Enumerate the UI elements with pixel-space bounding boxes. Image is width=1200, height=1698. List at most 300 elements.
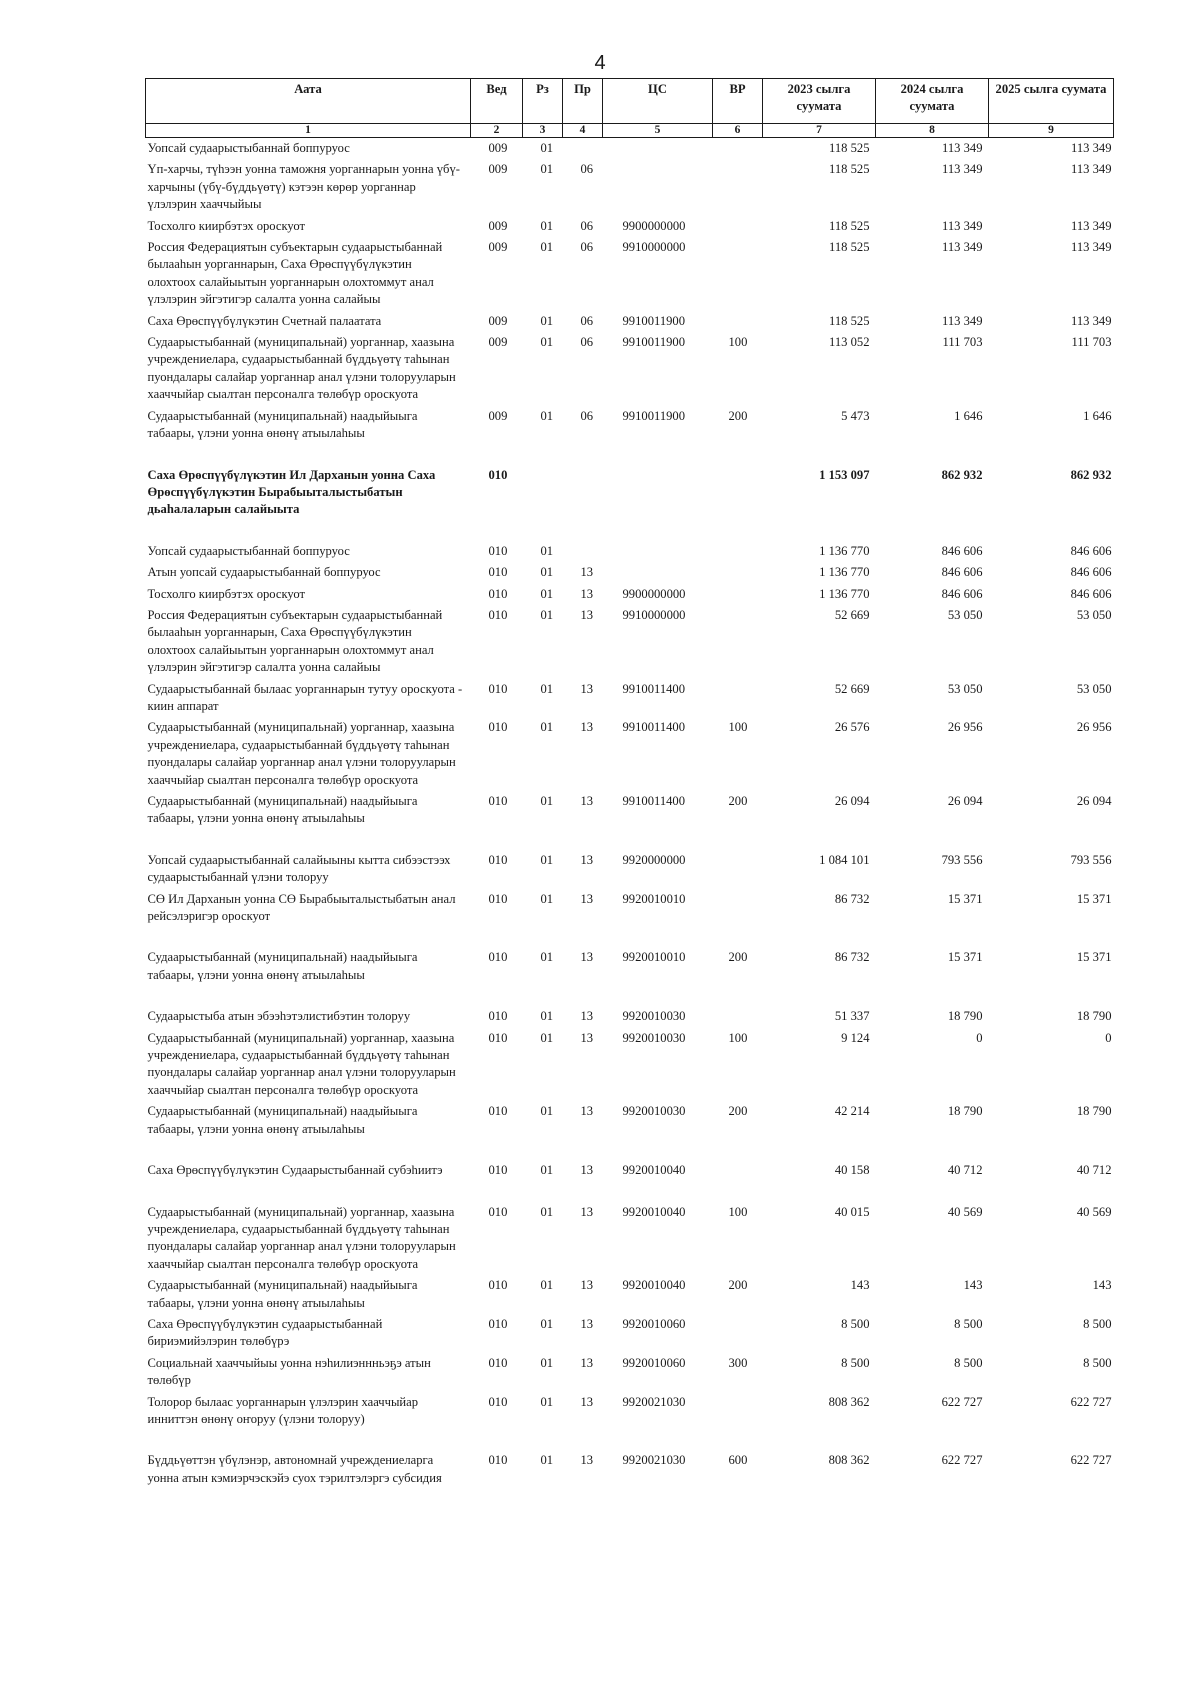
row-name: Саха Өрөспүүбүлүкэтин судаарыстыбаннай бириэмийэлэрин төлөбүрэ (147, 1316, 383, 1349)
table-row (146, 927, 1114, 986)
row-vr (713, 216, 763, 237)
row-amount-2025: 40 712 (1076, 1163, 1112, 1178)
row-amount-2023: 42 214 (834, 1104, 870, 1119)
row-amount-2023: 1 136 770 (819, 586, 870, 601)
row-amount-2025: 1 646 (1083, 408, 1112, 423)
row-pr: 13 (580, 1030, 594, 1045)
row-name: Саха Өрөспүүбүлүкэтин Счетнай палаататa (147, 313, 382, 328)
row-amount-2025: 15 371 (1076, 950, 1112, 965)
row-rz: 01 (540, 1030, 554, 1045)
row-pr: 13 (580, 794, 594, 808)
row-vr (713, 584, 763, 605)
row-vr: 100 (728, 720, 748, 735)
row-cs: 9920010030 (622, 1104, 686, 1119)
row-pr: 13 (580, 852, 594, 867)
row-amount-2024: 40 569 (947, 1204, 983, 1219)
row-ved: 009 (488, 408, 508, 423)
row-rz: 01 (540, 891, 554, 906)
table-row (146, 159, 1114, 215)
row-pr: 13 (580, 1009, 594, 1024)
column-number: 1 (146, 124, 471, 138)
row-cs: 9920010060 (622, 1316, 686, 1331)
column-number: 5 (603, 124, 713, 138)
row-amount-2024: 793 556 (941, 852, 983, 867)
row-amount-2024: 622 727 (941, 1453, 983, 1468)
row-name: Үп-харчы, түhээн уонна таможня уорганнарын уонна үбү-харчыны (үбү-бүддьүөтү) кэтээн көрөр уорганнар үлэлэрин хааччыйыы (147, 162, 460, 212)
row-amount-2024: 113 349 (942, 141, 983, 155)
row-cs: 9910011400 (622, 681, 686, 696)
row-rz: 01 (540, 313, 554, 328)
row-ved: 010 (488, 950, 508, 965)
row-name: Уопсай судаарыстыбаннай боппуруос (147, 141, 350, 155)
row-ved: 010 (488, 1204, 508, 1219)
row-rz: 01 (540, 720, 554, 735)
row-amount-2023: 52 669 (834, 607, 870, 622)
row-pr: 13 (580, 1316, 594, 1331)
row-amount-2024: 143 (963, 1278, 983, 1293)
row-amount-2025: 846 606 (1070, 543, 1112, 558)
row-cs: 9910011900 (622, 313, 686, 328)
table-row (146, 889, 1114, 928)
row-rz: 01 (540, 408, 554, 423)
row-pr (563, 445, 603, 521)
row-cs: 9920010040 (622, 1204, 686, 1219)
row-name: Саха Өрөспүүбүлүкэтин Судаарыстыбаннай субэhиитэ (147, 1163, 443, 1178)
row-pr: 13 (580, 720, 594, 735)
row-pr: 13 (580, 607, 594, 622)
column-number: 6 (713, 124, 763, 138)
header-2024: 2024 сылга суумата (876, 79, 989, 124)
table-row (146, 332, 1114, 406)
row-amount-2023: 118 525 (829, 162, 870, 177)
row-amount-2023: 26 576 (834, 720, 870, 735)
column-number: 8 (876, 124, 989, 138)
row-cs: 9910000000 (622, 607, 686, 622)
row-amount-2024: 26 956 (947, 720, 983, 735)
table-row (146, 791, 1114, 830)
row-ved: 009 (488, 313, 508, 328)
row-rz: 01 (540, 607, 554, 622)
row-vr: 600 (728, 1453, 748, 1468)
row-name: Судаарыстыбаннай (муниципальнай) уорганнар, хаазына учреждениелара, судаарыстыбаннай бүддьүөтү таhынан пуондалары салайар уорганнар анал үлэни толорууларын хааччыйар сыалтан персоналга төлөбүр ороскуота (147, 720, 456, 787)
row-cs (603, 562, 713, 583)
row-vr (713, 521, 763, 562)
row-amount-2025: 18 790 (1076, 1104, 1112, 1119)
row-pr: 13 (580, 681, 594, 696)
row-rz: 01 (540, 1278, 554, 1293)
row-cs: 9920021030 (622, 1453, 686, 1468)
row-rz: 01 (540, 1316, 554, 1331)
column-number: 7 (763, 124, 876, 138)
row-rz: 01 (540, 852, 554, 867)
row-name: Судаарыстыбаннай (муниципальнай) наадыйыыга табаары, үлэни уонна өнөнү атыылаhыы (147, 408, 418, 441)
row-amount-2023: 51 337 (834, 1009, 870, 1024)
row-vr: 100 (728, 335, 748, 350)
row-amount-2024: 113 349 (942, 313, 983, 328)
row-cs: 9920010010 (622, 891, 686, 906)
row-name: Атын уопсай судаарыстыбаннай боппуруос (147, 565, 381, 580)
row-cs: 9920010030 (622, 1030, 686, 1045)
table-row (146, 717, 1114, 791)
row-vr (713, 605, 763, 679)
row-rz: 01 (540, 794, 554, 808)
header-rz: Рз (523, 79, 563, 124)
row-amount-2023: 40 158 (834, 1163, 870, 1178)
row-amount-2025: 53 050 (1076, 607, 1112, 622)
table-row (146, 584, 1114, 605)
row-amount-2023: 1 136 770 (819, 565, 870, 580)
row-ved: 010 (488, 1355, 508, 1370)
row-amount-2024: 846 606 (941, 565, 983, 580)
row-rz: 01 (540, 1453, 554, 1468)
row-amount-2024: 0 (976, 1030, 983, 1045)
column-number: 4 (563, 124, 603, 138)
row-cs: 9920010010 (622, 950, 686, 965)
row-pr: 13 (580, 586, 594, 601)
header-2023: 2023 сылга суумата (763, 79, 876, 124)
row-amount-2024: 18 790 (947, 1009, 983, 1024)
row-amount-2023: 26 094 (834, 794, 870, 808)
row-cs: 9910011400 (622, 794, 686, 808)
row-name: Судаарыстыбаннай (муниципальнай) уорганнар, хаазына учреждениелара, судаарыстыбаннай бүддьүөтү таhынан пуондалары салайар уорганнар анал үлэни толорууларын хааччыйар сыалтан персоналга төлөбүр ороскуота (147, 1030, 456, 1097)
row-name: Судаарыстыбаннай (муниципальнай) наадыйыыга табаары, үлэни уонна өнөнү атыылаhыы (147, 950, 418, 982)
row-amount-2023: 118 525 (829, 240, 870, 255)
row-amount-2025: 143 (1092, 1278, 1112, 1293)
header-vr: ВР (713, 79, 763, 124)
table-row (146, 605, 1114, 679)
row-cs: 9920010040 (622, 1278, 686, 1293)
row-amount-2024: 113 349 (942, 218, 983, 233)
row-cs: 9920000000 (622, 852, 686, 867)
table-row (146, 830, 1114, 889)
row-pr: 06 (580, 218, 594, 233)
row-cs: 9910011400 (622, 720, 686, 735)
table-row (146, 1392, 1114, 1431)
row-amount-2024: 111 703 (942, 335, 983, 350)
column-number-row (146, 124, 1114, 138)
row-amount-2024: 18 790 (947, 1104, 983, 1119)
row-name: Тосхолго киирбэтэх ороскуот (147, 586, 306, 601)
row-rz: 01 (540, 1104, 554, 1119)
column-number: 9 (989, 124, 1114, 138)
row-amount-2023: 808 362 (828, 1453, 870, 1468)
row-amount-2024: 1 646 (954, 408, 983, 423)
row-cs: 9910000000 (622, 240, 686, 255)
row-amount-2023: 52 669 (834, 681, 870, 696)
row-vr (713, 679, 763, 718)
row-amount-2024: 8 500 (954, 1316, 983, 1331)
row-vr: 200 (728, 408, 748, 423)
row-amount-2025: 846 606 (1070, 586, 1112, 601)
row-ved: 010 (488, 720, 508, 735)
row-vr (713, 1314, 763, 1353)
row-rz: 01 (540, 565, 554, 580)
row-cs: 9920010040 (622, 1163, 686, 1178)
row-name: Судаарыстыбаннай (муниципальнай) наадыйыыга табаары, үлэни уонна өнөнү атыылаhыы (147, 794, 418, 826)
row-ved: 010 (488, 1030, 508, 1045)
row-name: Россия Федерациятын субъектарын судаарыстыбаннай былааhын уорганнарын, Саха Өрөспүүбүлүкэтин олохтоох салайыытын уорганнарын олохтоммут анал үлэлэрин эйгэтигэр салалта уонна салайыы (147, 240, 443, 307)
row-amount-2025: 113 349 (1071, 141, 1112, 155)
row-rz: 01 (540, 240, 554, 255)
row-amount-2025: 0 (1105, 1030, 1112, 1045)
row-pr: 13 (580, 565, 594, 580)
header-row (146, 79, 1114, 124)
row-ved: 010 (488, 565, 508, 580)
row-amount-2023: 143 (850, 1278, 870, 1293)
row-amount-2023: 1 153 097 (819, 467, 870, 482)
row-ved: 010 (488, 1104, 508, 1119)
row-vr: 200 (728, 1278, 748, 1293)
row-pr: 06 (580, 240, 594, 255)
header-name: Аата (146, 79, 471, 124)
row-rz: 01 (540, 681, 554, 696)
row-amount-2024: 53 050 (947, 607, 983, 622)
table-row (146, 1101, 1114, 1140)
column-number: 3 (523, 124, 563, 138)
row-pr: 13 (580, 1278, 594, 1293)
row-ved: 009 (488, 335, 508, 350)
row-vr (713, 830, 763, 889)
row-pr: 13 (580, 1355, 594, 1370)
header-2025: 2025 сылга суумата (989, 79, 1114, 124)
table-row (146, 562, 1114, 583)
row-name: Саха Өрөспүүбүлүкэтин Ил Дарханын уонна Саха Өрөспүүбүлүкэтин Бырабыыталыстыбатын дьаhалаларын салайыыта (147, 467, 436, 517)
row-amount-2024: 113 349 (942, 240, 983, 255)
row-amount-2025: 40 569 (1076, 1204, 1112, 1219)
table-row (146, 216, 1114, 237)
row-amount-2025: 8 500 (1083, 1316, 1112, 1331)
header-ved: Вед (471, 79, 523, 124)
row-pr: 13 (580, 1163, 594, 1178)
row-amount-2024: 40 712 (947, 1163, 983, 1178)
row-name: Россия Федерациятын субъектарын судаарыстыбаннай былааhын уорганнарын, Саха Өрөспүүбүлүкэтин олохтоох салайыытын уорганнарын олохтоммут анал үлэлэрин эйгэтигэр салалта уонна салайыы (147, 607, 443, 675)
row-amount-2024: 8 500 (954, 1355, 983, 1370)
table-row (146, 237, 1114, 311)
row-pr (563, 521, 603, 562)
row-cs: 9900000000 (622, 218, 686, 233)
row-amount-2023: 1 136 770 (819, 543, 870, 558)
row-name: СӨ Ил Дарханын уонна СӨ Бырабыыталыстыбатын анал рейсэлэригэр ороскуот (147, 891, 456, 924)
row-rz: 01 (540, 141, 554, 155)
row-amount-2023: 1 084 101 (819, 852, 870, 867)
row-rz: 01 (540, 950, 554, 965)
row-amount-2025: 26 094 (1076, 794, 1112, 808)
row-cs (603, 445, 713, 521)
row-amount-2024: 113 349 (942, 162, 983, 177)
row-pr: 06 (580, 162, 594, 177)
page-number: 4 (594, 52, 606, 74)
row-pr: 13 (580, 1204, 594, 1219)
row-rz: 01 (540, 1394, 554, 1409)
header-pr: Пр (563, 79, 603, 124)
row-amount-2023: 40 015 (834, 1204, 870, 1219)
table-row (146, 1353, 1114, 1392)
row-cs: 9900000000 (622, 586, 686, 601)
row-cs: 9920010060 (622, 1355, 686, 1370)
row-rz: 01 (540, 335, 554, 350)
row-pr: 13 (580, 950, 594, 965)
row-vr: 200 (728, 1104, 748, 1119)
row-amount-2023: 9 124 (841, 1030, 870, 1045)
table-row (146, 138, 1114, 160)
row-amount-2025: 8 500 (1083, 1355, 1112, 1370)
row-amount-2023: 8 500 (841, 1355, 870, 1370)
row-amount-2024: 622 727 (941, 1394, 983, 1409)
row-vr: 200 (728, 794, 748, 808)
row-cs: 9920010030 (622, 1009, 686, 1024)
row-vr (713, 311, 763, 332)
row-ved: 010 (488, 891, 508, 906)
row-amount-2025: 111 703 (1071, 335, 1112, 350)
table-row (146, 311, 1114, 332)
table-row (146, 1314, 1114, 1353)
row-pr (563, 138, 603, 160)
row-amount-2025: 846 606 (1070, 565, 1112, 580)
table-row (146, 1182, 1114, 1276)
row-ved: 010 (488, 586, 508, 601)
header-cs: ЦС (603, 79, 713, 124)
row-ved: 009 (488, 162, 508, 177)
row-amount-2024: 862 932 (941, 467, 983, 482)
row-name: Судаарыстыбаннай (муниципальнай) наадыйыыга табаары, үлэни уонна өнөнү атыылаhыы (147, 1104, 418, 1136)
row-cs: 9920021030 (622, 1394, 686, 1409)
table-row (146, 679, 1114, 718)
row-amount-2025: 113 349 (1071, 162, 1112, 177)
row-vr (713, 889, 763, 928)
row-vr (713, 1392, 763, 1431)
row-amount-2025: 622 727 (1070, 1394, 1112, 1409)
row-amount-2023: 118 525 (829, 313, 870, 328)
row-ved: 010 (488, 1316, 508, 1331)
row-vr (713, 138, 763, 160)
row-pr: 06 (580, 408, 594, 423)
row-rz: 01 (540, 586, 554, 601)
row-name: Уопсай судаарыстыбаннай салайыыны кытта сибээстээх судаарыстыбаннай үлэни толоруу (147, 852, 451, 885)
row-vr (713, 1140, 763, 1181)
row-amount-2025: 622 727 (1070, 1453, 1112, 1468)
row-vr: 100 (728, 1030, 748, 1045)
row-ved: 010 (488, 543, 508, 558)
row-name: Судаарыстыбаннай (муниципальнай) наадыйыыга табаары, үлэни уонна өнөнү атыылаhыы (147, 1278, 418, 1310)
row-ved: 009 (488, 240, 508, 255)
table-row (146, 1028, 1114, 1102)
row-rz: 01 (540, 1009, 554, 1024)
table-row (146, 406, 1114, 445)
row-amount-2024: 846 606 (941, 586, 983, 601)
row-amount-2023: 8 500 (841, 1316, 870, 1331)
row-cs: 9910011900 (622, 408, 686, 423)
row-rz (523, 445, 563, 521)
row-name: Тосхолго киирбэтэх ороскуот (147, 218, 306, 233)
row-rz: 01 (540, 1163, 554, 1178)
row-name: Судаарыстыбаннай (муниципальнай) уорганнар, хаазына учреждениелара, судаарыстыбаннай бүддьүөтү таhынан пуондалары салайар уорганнар анал үлэни толорууларын хааччыйар сыалтан персоналга төлөбүр ороскуота (147, 335, 456, 402)
budget-body (146, 138, 1114, 1490)
row-vr (713, 237, 763, 311)
table-row (146, 1140, 1114, 1181)
row-ved: 010 (488, 681, 508, 696)
row-vr: 300 (728, 1355, 748, 1370)
row-amount-2024: 15 371 (947, 950, 983, 965)
row-amount-2023: 5 473 (841, 408, 870, 423)
row-ved: 010 (488, 1163, 508, 1178)
row-ved: 010 (488, 607, 508, 622)
row-name: Судаарыстыба атын эбээhэтэлистибэтин толоруу (147, 1009, 411, 1024)
row-amount-2023: 113 052 (829, 335, 870, 350)
row-vr (713, 159, 763, 215)
table-row (146, 1275, 1114, 1314)
row-amount-2025: 15 371 (1076, 891, 1112, 906)
row-name: Судаарыстыбаннай (муниципальнай) уорганнар, хаазына учреждениелара, судаарыстыбаннай бүддьүөтү таhынан пуондалары салайар уорганнар анал үлэни толорууларын хааччыйар сыалтан персоналга төлөбүр ороскуота (147, 1204, 456, 1271)
row-amount-2023: 86 732 (834, 950, 870, 965)
table-row (146, 521, 1114, 562)
row-rz: 01 (540, 543, 554, 558)
row-amount-2025: 18 790 (1076, 1009, 1112, 1024)
row-pr: 06 (580, 313, 594, 328)
row-ved: 009 (488, 218, 508, 233)
row-cs (603, 521, 713, 562)
row-rz: 01 (540, 162, 554, 177)
row-cs (603, 159, 713, 215)
row-vr: 100 (728, 1204, 748, 1219)
row-name: Бүддьүөттэн үбүлэнэр, автономнай учреждениеларга уонна атын кэмиэрчэскэйэ суох тэрилтэлэргэ субсидия (147, 1453, 442, 1485)
row-rz: 01 (540, 218, 554, 233)
row-rz: 01 (540, 1204, 554, 1219)
row-cs (603, 138, 713, 160)
row-amount-2024: 846 606 (941, 543, 983, 558)
row-pr: 13 (580, 891, 594, 906)
row-ved: 010 (488, 794, 508, 808)
row-amount-2025: 113 349 (1071, 218, 1112, 233)
row-amount-2025: 862 932 (1070, 467, 1112, 482)
table-row (146, 986, 1114, 1027)
row-rz: 01 (540, 1355, 554, 1370)
row-amount-2025: 53 050 (1076, 681, 1112, 696)
table-row (146, 445, 1114, 521)
row-pr: 06 (580, 335, 594, 350)
row-vr (713, 445, 763, 521)
row-amount-2024: 15 371 (947, 891, 983, 906)
row-ved: 010 (488, 1453, 508, 1468)
budget-table (145, 78, 1114, 1489)
row-ved: 010 (488, 1009, 508, 1024)
row-name: Социальнай хааччыйыы уонна нэhилиэннньэҕэ атын төлөбүр (147, 1355, 431, 1388)
row-vr: 200 (728, 950, 748, 965)
row-ved: 010 (488, 467, 508, 482)
row-amount-2024: 53 050 (947, 681, 983, 696)
row-ved: 009 (488, 141, 508, 155)
row-vr (713, 986, 763, 1027)
row-amount-2023: 86 732 (834, 891, 870, 906)
row-name: Толорор былаас уорганнарын үлэлэрин хааччыйар инниттэн өнөнү оҥоруу (үлэни толоруу) (147, 1394, 419, 1426)
row-ved: 010 (488, 852, 508, 867)
row-pr: 13 (580, 1453, 594, 1468)
row-ved: 010 (488, 1394, 508, 1409)
row-amount-2025: 793 556 (1070, 852, 1112, 867)
row-name: Судаарыстыбаннай былаас уорганнарын тутуу ороскуота - киин аппарат (147, 681, 463, 713)
row-amount-2025: 113 349 (1071, 313, 1112, 328)
row-pr: 13 (580, 1104, 594, 1119)
row-amount-2023: 118 525 (829, 141, 870, 155)
row-pr: 13 (580, 1394, 594, 1409)
row-amount-2025: 113 349 (1071, 240, 1112, 255)
row-ved: 010 (488, 1278, 508, 1293)
row-vr (713, 562, 763, 583)
row-name: Уопсай судаарыстыбаннай боппуруос (147, 543, 350, 558)
row-amount-2023: 808 362 (828, 1394, 870, 1409)
row-cs: 9910011900 (622, 335, 686, 350)
row-amount-2025: 26 956 (1076, 720, 1112, 735)
column-number: 2 (471, 124, 523, 138)
